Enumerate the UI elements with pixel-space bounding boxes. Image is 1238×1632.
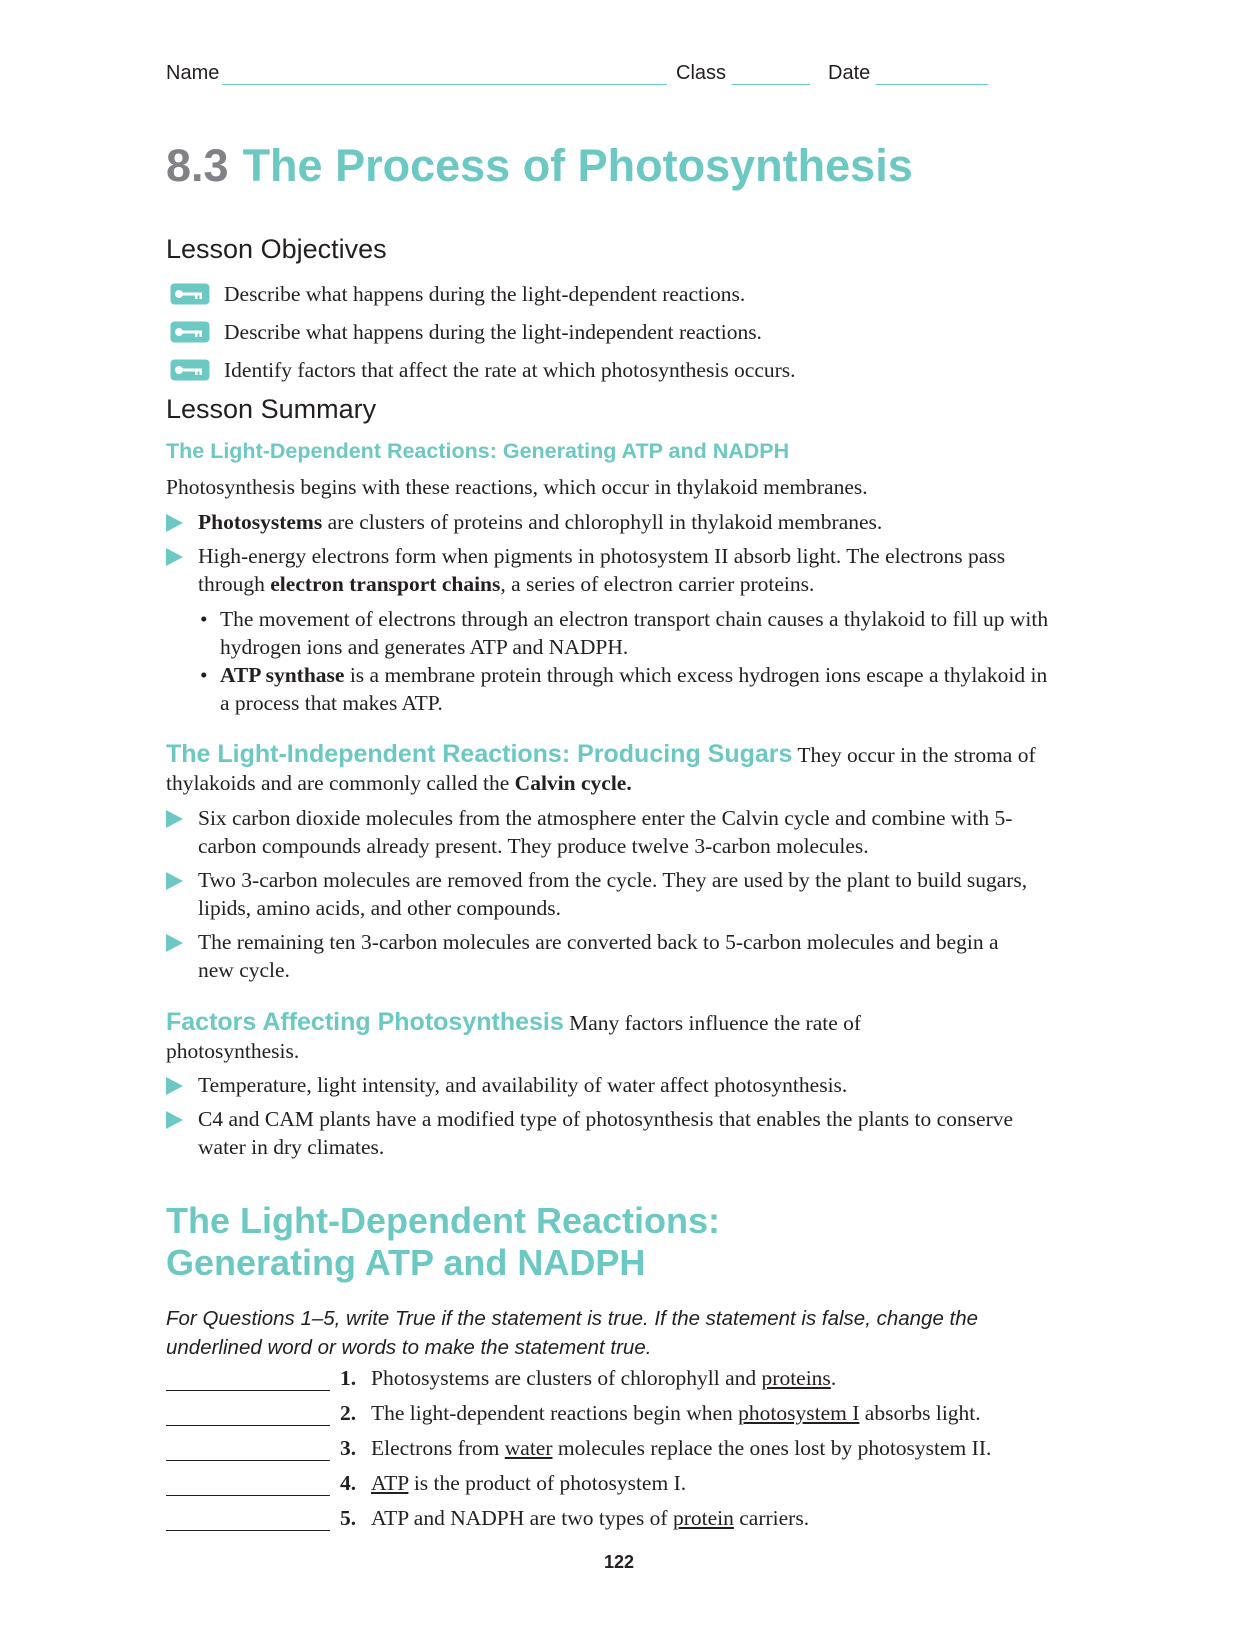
sub-bullet-text: is a membrane protein through which excess hydrogen ions escape a thylakoid in a process that makes ATP. <box>220 663 1048 715</box>
answer-blank[interactable] <box>166 1495 330 1496</box>
s1-intro: Photosynthesis begins with these reactions, which occur in thylakoid membranes. <box>166 475 868 499</box>
underlined-term: protein <box>672 1506 734 1530</box>
date-line[interactable] <box>876 84 988 85</box>
term-calvin-cycle: Calvin cycle. <box>514 771 632 795</box>
answer-blank[interactable] <box>166 1390 330 1391</box>
title-text: The Process of Photosynthesis <box>242 140 913 191</box>
s3-intro: Many factors influence the rate of photosynthesis. <box>166 1011 862 1063</box>
section-heading-line1: The Light-Dependent Reactions: <box>166 1200 721 1241</box>
underlined-term: water <box>504 1436 553 1460</box>
arrow-bullet-icon <box>166 548 183 566</box>
objective-item <box>170 281 745 307</box>
question-text: ATP is the product of photosystem I. <box>371 1471 687 1495</box>
question-row <box>166 1436 1066 1466</box>
arrow-bullet-icon <box>166 514 183 532</box>
question-number: 4. <box>340 1471 357 1495</box>
bullet-text: Two 3-carbon molecules are removed from the cycle. They are used by the plant to build sugars, lipids, amino acids, and other compounds. <box>198 868 1028 920</box>
section-heading-line2: Generating ATP and NADPH <box>166 1242 646 1283</box>
objective-item <box>170 357 796 383</box>
date-label: Date <box>828 62 871 84</box>
term-photosystems: Photosystems <box>198 510 323 534</box>
sub-bullet-text: The movement of electrons through an electron transport chain causes a thylakoid to fill up with hydrogen ions and generates ATP and NADPH. <box>220 607 1049 659</box>
key-icon <box>170 321 210 343</box>
bullet-text: , a series of electron carrier proteins. <box>500 572 815 596</box>
underlined-term: ATP <box>371 1471 409 1495</box>
key-icon <box>170 359 210 381</box>
summary-heading: Lesson Summary <box>166 394 377 424</box>
s3-paragraph <box>166 1008 946 1065</box>
question-number: 2. <box>340 1401 357 1425</box>
question-row <box>166 1366 1066 1396</box>
arrow-bullet-icon <box>166 1077 183 1095</box>
bullet-text: Six carbon dioxide molecules from the atmosphere enter the Calvin cycle and combine with 5-carbon compounds already present. They produce twelve 3-carbon molecules. <box>198 806 1013 858</box>
s2-paragraph <box>166 740 1046 797</box>
name-line[interactable] <box>222 84 667 85</box>
page-title <box>166 140 913 192</box>
answer-blank[interactable] <box>166 1530 330 1531</box>
objectives-heading: Lesson Objectives <box>166 234 387 264</box>
bullet-text: Temperature, light intensity, and availability of water affect photosynthesis. <box>198 1073 848 1097</box>
bullet-text: C4 and CAM plants have a modified type of photosynthesis that enables the plants to conserve water in dry climates. <box>198 1107 1014 1159</box>
arrow-bullet-icon <box>166 934 183 952</box>
underlined-term: proteins <box>761 1366 831 1390</box>
term-atp-synthase: ATP synthase <box>220 663 345 687</box>
class-label: Class <box>676 62 727 84</box>
bullet-text: are clusters of proteins and chlorophyll in thylakoid membranes. <box>322 510 883 534</box>
page-number: 122 <box>603 1552 635 1572</box>
question-number: 3. <box>340 1436 357 1460</box>
term-electron-transport-chains: electron transport chains <box>270 572 501 596</box>
question-text: ATP and NADPH are two types of protein carriers. <box>371 1506 810 1530</box>
objective-text: Identify factors that affect the rate at which photosynthesis occurs. <box>224 357 796 382</box>
dot-bullet-icon: • <box>200 607 208 631</box>
answer-blank[interactable] <box>166 1460 330 1461</box>
objective-text: Describe what happens during the light-dependent reactions. <box>224 281 746 306</box>
arrow-bullet-icon <box>166 810 183 828</box>
arrow-bullet-icon <box>166 1111 183 1129</box>
objective-text: Describe what happens during the light-independent reactions. <box>224 319 762 344</box>
subsection-heading-light-independent: The Light-Independent Reactions: Producing Sugars <box>166 740 793 768</box>
question-row <box>166 1471 1066 1501</box>
question-number: 5. <box>340 1506 357 1530</box>
underlined-term: photosystem I <box>738 1401 860 1425</box>
dot-bullet-icon: • <box>200 663 208 687</box>
instructions: For Questions 1–5, write True if the statement is true. If the statement is false, change the underlined word or words to make the statement true. <box>166 1307 979 1359</box>
question-row <box>166 1506 1066 1536</box>
question-text: Photosystems are clusters of chlorophyll and proteins. <box>371 1366 837 1390</box>
subsection-heading-light-dependent: The Light-Dependent Reactions: Generating ATP and NADPH <box>166 439 790 463</box>
section-number: 8.3 <box>166 140 229 191</box>
answer-blank[interactable] <box>166 1425 330 1426</box>
question-text: The light-dependent reactions begin when photosystem I absorbs light. <box>371 1401 981 1425</box>
bullet-text: High-energy electrons form when pigments in photosystem II absorb light. The electrons pass through <box>198 544 1006 596</box>
question-number: 1. <box>340 1366 357 1390</box>
bullet-text: The remaining ten 3-carbon molecules are converted back to 5-carbon molecules and begin a new cycle. <box>198 930 999 982</box>
section-heading <box>166 1200 720 1284</box>
key-icon <box>170 283 210 305</box>
arrow-bullet-icon <box>166 872 183 890</box>
s2-intro: They occur in the stroma of thylakoids and are commonly called the <box>166 743 1036 795</box>
name-label: Name <box>166 62 220 84</box>
subsection-heading-factors: Factors Affecting Photosynthesis <box>166 1008 564 1036</box>
objective-item <box>170 319 762 345</box>
class-line[interactable] <box>732 84 810 85</box>
question-text: Electrons from water molecules replace the ones lost by photosystem II. <box>371 1436 992 1460</box>
worksheet-header <box>166 62 1016 90</box>
question-row <box>166 1401 1066 1431</box>
